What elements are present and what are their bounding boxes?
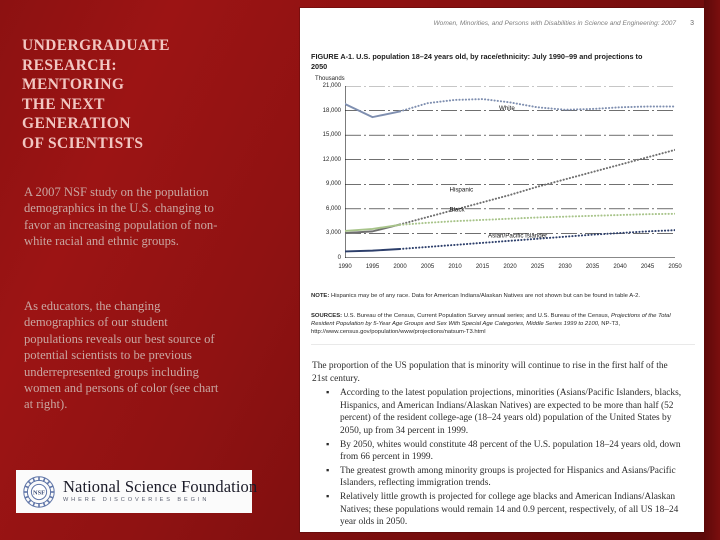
list-item-text: Relatively little growth is projected for college age blacks and American Indians/Alaskan Natives; these populations would remain 14 and 0.9 percent, respectively, of all US 18–24 year olds in 2050. — [340, 491, 679, 528]
prose-lead-sentence: The proportion of the US population that is minority will continue to rise in the first half of the 21st century. — [312, 361, 668, 384]
source-text-italic: Projections of the Total Resident Population by 5-Year Age Groups and Sex With Special Age Categories, Middle Series 1999 to 2100, — [311, 313, 671, 328]
nsf-tagline: WHERE DISCOVERIES BEGIN — [63, 497, 210, 504]
slide-right-edge — [704, 0, 720, 540]
x-axis-tick: 2020 — [503, 264, 517, 270]
chart-plot-area — [345, 86, 675, 258]
x-axis-tick-labels — [338, 264, 682, 276]
title-line: GENERATION — [22, 115, 131, 133]
document-body-text — [312, 360, 684, 530]
document-running-header — [300, 20, 704, 27]
y-axis-tick: 0 — [337, 255, 341, 261]
y-axis-tick: 12,000 — [322, 156, 341, 163]
y-axis-tick-labels — [311, 83, 341, 261]
chart-series-line-solid — [345, 225, 400, 231]
figure-note — [311, 292, 695, 300]
list-item — [312, 387, 684, 437]
x-axis-tick: 1995 — [365, 264, 380, 270]
list-item-text: By 2050, whites would constitute 48 percent of the U.S. population 18–24 years old, down from 66 percent in 1999. — [340, 439, 681, 463]
bullet-marker-icon: ▪ — [326, 388, 330, 399]
x-axis-tick: 2005 — [420, 264, 435, 270]
nsf-wordmark — [63, 476, 258, 504]
title-line: UNDERGRADUATE — [22, 37, 170, 54]
title-line: OF SCIENTISTS — [22, 134, 144, 152]
y-axis-tick: 3,000 — [325, 230, 341, 237]
section-divider — [311, 344, 695, 345]
slide-paragraph-1: A 2007 NSF study on the population demographics in the U.S. changing to favor an increasing population of non-white racial and ethnic groups. — [24, 185, 218, 249]
note-label: NOTE: — [311, 293, 330, 299]
title-line: THE NEXT — [22, 95, 105, 113]
title-line: RESEARCH: — [22, 56, 117, 74]
chart-series-label: Asian/Pacific Islander — [488, 232, 548, 240]
y-axis-tick: 18,000 — [322, 107, 341, 114]
source-text-plain: U.S. Bureau of the Census, Current Population Survey annual series; and U.S. Bureau of the Census, — [343, 313, 610, 319]
figure-source — [311, 312, 695, 337]
list-item-text: The greatest growth among minority groups is projected for Hispanics and Asians/Pacific Islanders, reflecting immigration trends. — [340, 465, 676, 489]
chart-series-line-projected — [400, 150, 675, 225]
x-axis-tick: 1990 — [338, 264, 352, 270]
figure-caption: FIGURE A-1. U.S. population 18–24 years old, by race/ethnicity: July 1990–99 and projections to 2050 — [311, 52, 643, 71]
y-axis-unit-label: Thousands — [315, 76, 345, 82]
list-item — [312, 491, 684, 529]
list-item-text: According to the latest population projections, minorities (Asians/Pacific Islanders, blacks, Hispanics, and American Indians/Alaskan Natives) are expected to be more than half (52 percent) of the resident college-age (18–24 years old) population of the United States by 2050, up from 34 percent in 1999. — [340, 388, 682, 436]
document-page-image — [300, 8, 704, 532]
chart-series-label: Hispanic — [449, 186, 474, 194]
y-axis-tick: 9,000 — [325, 181, 341, 188]
list-item — [312, 439, 684, 464]
nsf-name: National Science Foundation — [63, 476, 258, 496]
slide-left-panel — [0, 0, 292, 540]
y-axis-tick: 15,000 — [322, 132, 341, 139]
x-axis-tick: 2030 — [558, 264, 572, 270]
x-axis-tick: 2045 — [640, 264, 655, 270]
bullet-list — [312, 387, 684, 529]
source-text-tail: NP-T3, http://www.census.gov/population/www/projections/natsum-T3.html — [311, 321, 620, 336]
x-axis-tick: 2025 — [530, 264, 545, 270]
chart-series-label: Black — [449, 206, 465, 214]
page-number: 3 — [690, 20, 694, 27]
chart-series-label: White — [499, 104, 515, 112]
x-axis-tick: 2000 — [393, 264, 407, 270]
x-axis-tick: 2050 — [668, 264, 682, 270]
note-text: Hispanics may be of any race. Data for American Indians/Alaskan Natives are not shown but can be found in table A-2. — [330, 293, 641, 299]
x-axis-tick: 2040 — [613, 264, 627, 270]
title-line: MENTORING — [22, 76, 125, 94]
chart-series-line-projected — [400, 99, 675, 111]
x-axis-tick: 2010 — [448, 264, 462, 270]
nsf-seal-icon — [22, 475, 56, 509]
running-header-title: Women, Minorities, and Persons with Disabilities in Science and Engineering: 2007 — [433, 20, 677, 27]
chart-series-line-projected — [400, 214, 675, 225]
nsf-logo — [16, 470, 258, 513]
source-label: SOURCES: — [311, 313, 343, 319]
y-axis-tick: 6,000 — [325, 205, 341, 212]
list-item — [312, 465, 684, 490]
slide-paragraph-2: As educators, the changing demographics of our student populations reveals our best source of potential scientists to be previous underrepresented groups including women and persons of color (see chart at right). — [24, 299, 219, 412]
bullet-marker-icon: ▪ — [326, 439, 330, 450]
y-axis-tick: 21,000 — [322, 83, 341, 89]
figure-a1-chart — [311, 76, 693, 284]
x-axis-tick: 2015 — [475, 264, 490, 270]
nsf-seal-text: NSF — [32, 488, 46, 496]
page-title — [22, 36, 252, 154]
bullet-marker-icon: ▪ — [326, 491, 330, 502]
chart-series-line-solid — [345, 249, 400, 251]
bullet-marker-icon: ▪ — [326, 465, 330, 476]
x-axis-tick: 2035 — [585, 264, 600, 270]
